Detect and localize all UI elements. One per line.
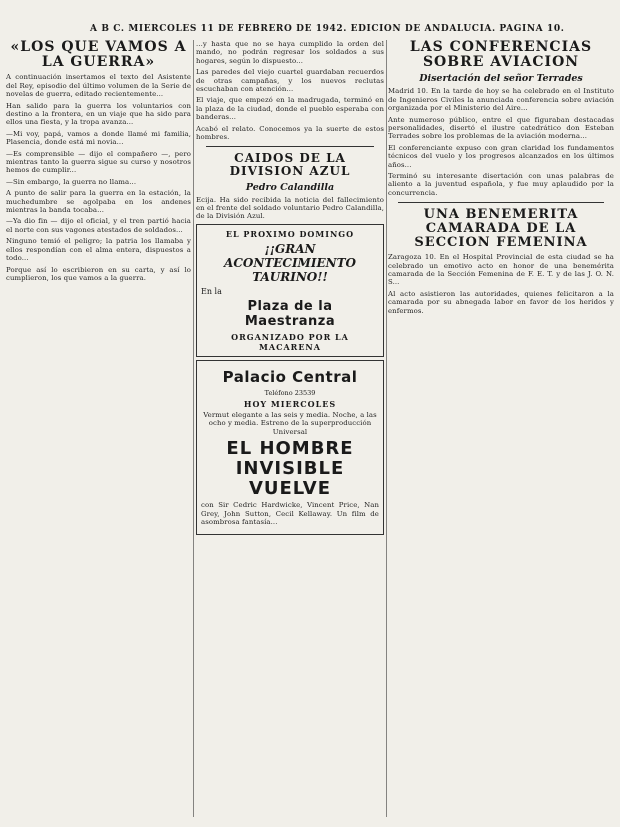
paragraph: Ecija. Ha sido recibida la noticia del fallecimiento en el frente del soldado voluntario Pedro Calandilla, de la División Azul.: [196, 195, 384, 221]
paragraph: Ante numeroso público, entre el que figuraban destacadas personalidades, disertó el ilustre catedrático don Esteban Terrades sobre los problemas de la aviación moderna...: [388, 115, 614, 141]
column-rule: [386, 40, 387, 817]
column-right: [388, 40, 614, 819]
page-header: A B C. MIERCOLES 11 DE FEBRERO DE 1942. EDICION DE ANDALUCIA. PAGINA 10.: [90, 24, 565, 34]
paragraph: Zaragoza 10. En el Hospital Provincial de esta ciudad se ha celebrado un emotivo acto en honor de una benemérita camarada de la Sección Femenina de F. E. T. y de las J. O. N. S...: [388, 253, 614, 287]
paragraph: Acabó el relato. Conocemos ya la suerte de estos hombres.: [196, 124, 384, 142]
paragraph: Al acto asistieron las autoridades, quienes felicitaron a la camarada por su abnegada labor en favor de los heridos y enfermos.: [388, 289, 614, 315]
paragraph: Porque así lo escribieron en su carta, y así lo cumplieron, los que vamos a la guerra.: [6, 265, 191, 282]
article-subtitle: Pedro Calandilla: [245, 181, 335, 193]
ad-title: Palacio Central: [222, 367, 358, 386]
paragraph: Madrid 10. En la tarde de hoy se ha celebrado en el Instituto de Ingenieros Civiles la anunciada conferencia sobre aviación organizada por el Ministerio del Aire...: [388, 87, 614, 113]
column-middle: [196, 40, 384, 819]
ad-text: Vermut elegante a las seis y media. Noche, a las ocho y media. Estreno de la superproducción Universal: [203, 410, 377, 436]
paragraph: —Sin embargo, la guerra no llama...: [6, 177, 137, 186]
article-headline: LAS CONFERENCIAS SOBRE AVIACION: [409, 40, 593, 70]
ad-place-prefix: En la: [201, 286, 222, 296]
paragraph: Han salido para la guerra los voluntarios con destino a la frontera, en un viaje que ha sido para ellos una fiesta, y la tropa avanza...: [6, 101, 191, 127]
ad-title: ¡¡GRAN ACONTECIMIENTO TAURINO!!: [224, 241, 356, 284]
divider: [206, 146, 374, 147]
advertisement-bullfight: [196, 224, 384, 357]
ad-day: HOY MIERCOLES: [243, 398, 337, 409]
paragraph: Las paredes del viejo cuartel guardaban recuerdos de otras campañas, y los nuevos reclutas escuchaban con atención...: [196, 68, 384, 94]
column-left: [6, 40, 191, 819]
paragraph: —Ya dio fin — dijo el oficial, y el tren partió hacia el norte con sus vagones atestados de soldados...: [6, 217, 191, 234]
ad-place: Plaza de la Maestranza: [244, 298, 336, 329]
paragraph: El viaje, que empezó en la madrugada, terminó en la plaza de la ciudad, donde el pueblo esperaba con banderas...: [196, 96, 384, 122]
paragraph: El conferenciante expuso con gran claridad los fundamentos técnicos del vuelo y los progresos alcanzados en los últimos años...: [388, 143, 614, 169]
ad-cast: con Sir Cedric Hardwicke, Vincent Price, Nan Grey, John Sutton, Cecil Kellaway. Un film de asombrosa fantasía...: [201, 501, 379, 527]
ad-pretitle: EL PROXIMO DOMINGO: [225, 228, 355, 239]
ad-organizer: ORGANIZADO POR LA MACARENA: [231, 331, 349, 352]
article-headline: UNA BENEMERITA CAMARADA DE LA SECCION FEMENINA: [414, 207, 588, 250]
paragraph: —Mi voy, papá, vamos a donde llamé mi familia, Plasencia, donde está mi novia...: [6, 129, 191, 147]
divider: [398, 202, 604, 203]
column-rule: [193, 40, 194, 817]
paragraph: —Es comprensible — dijo el compañero —, pero mientras tanto la guerra sigue su curso y nosotros hemos de cumplir...: [6, 149, 191, 175]
ad-movie-title: EL HOMBRE INVISIBLE VUELVE: [226, 438, 354, 499]
article-headline: CAIDOS DE LA DIVISION AZUL: [229, 151, 351, 179]
article-headline: «LOS QUE VAMOS A LA GUERRA»: [10, 40, 187, 70]
ad-phone: Teléfono 23539: [264, 388, 316, 397]
article-subtitle: Disertación del señor Terrades: [419, 73, 583, 85]
paragraph: Terminó su interesante disertación con unas palabras de aliento a la juventud española, y fue muy aplaudido por la concurrencia.: [388, 172, 614, 197]
advertisement-cinema: [196, 360, 384, 535]
paragraph: A continuación insertamos el texto del Asistente del Rey, episodio del último volumen de la Serie de novelas de guerra, editado recientemente...: [6, 73, 191, 99]
paragraph: A punto de salir para la guerra en la estación, la muchedumbre se agolpaba en los andenes mientras la banda tocaba...: [6, 189, 191, 215]
paragraph: ...y hasta que no se haya cumplido la orden del mando, no podrán regresar los soldados a sus hogares, según lo dispuesto...: [196, 40, 384, 65]
paragraph: Ninguno temió el peligro; la patria los llamaba y ellos respondían con el alma entera, dispuestos a todo...: [6, 237, 191, 263]
